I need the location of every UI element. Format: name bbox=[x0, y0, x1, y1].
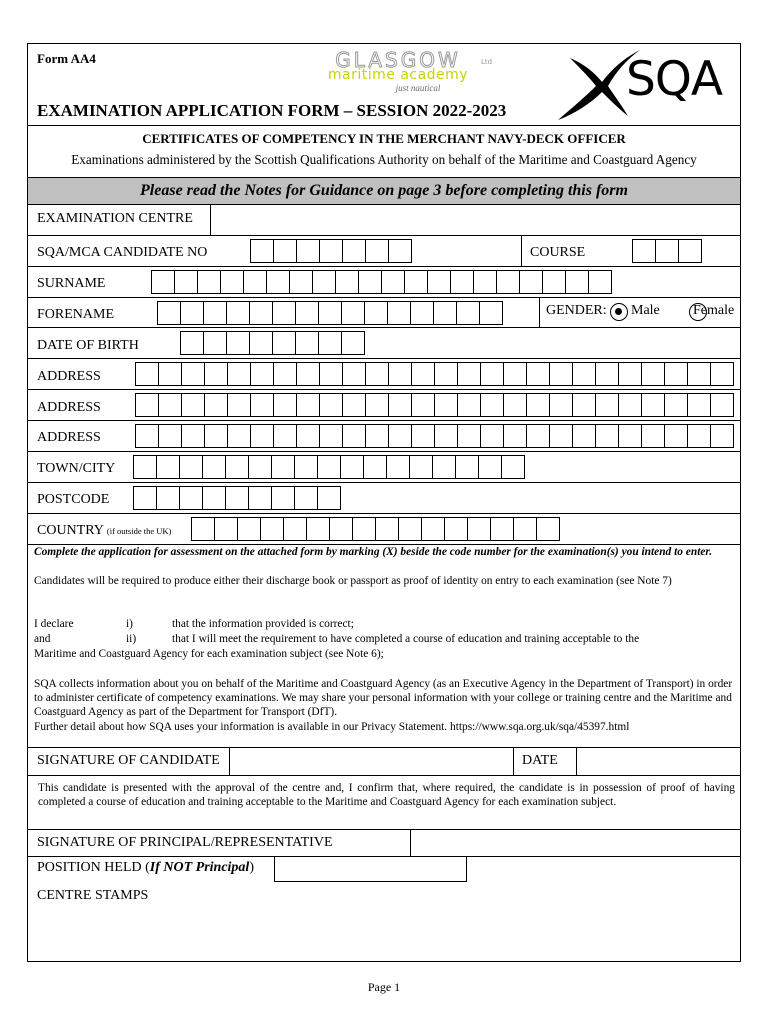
approval-text: This candidate is presented with the approval of the centre and, I confirm that, where required, the candidate is in possession of proof of having completed a course of education and training acceptable to the Maritime and Coastguard Agency for each examination subject. bbox=[38, 782, 735, 808]
position-label bbox=[37, 860, 254, 876]
gender-female-label: Female bbox=[693, 303, 735, 318]
divider bbox=[27, 297, 741, 298]
country-label-text: COUNTRY bbox=[37, 523, 104, 538]
divider bbox=[27, 125, 741, 126]
exam-centre-field[interactable] bbox=[211, 205, 740, 234]
logo-glasgow-text: GLASGOW bbox=[335, 48, 461, 72]
declare-i: i) bbox=[126, 618, 133, 630]
divider bbox=[27, 451, 741, 452]
logo-ltd-text: Ltd bbox=[481, 58, 493, 66]
gender-male-label: Male bbox=[631, 303, 660, 318]
town-boxes[interactable] bbox=[133, 455, 525, 479]
address2-label: ADDRESS bbox=[37, 400, 101, 415]
position-field[interactable] bbox=[274, 856, 467, 882]
instructions-bold: Complete the application for assessment on the attached form by marking (X) beside the code number for the examination(s) you intend to enter. bbox=[34, 546, 713, 558]
form-id: Form AA4 bbox=[37, 51, 96, 66]
form-title: EXAMINATION APPLICATION FORM – SESSION 2022-2023 bbox=[37, 101, 507, 120]
guidance-banner: Please read the Notes for Guidance on page 3 before completing this form bbox=[28, 178, 740, 204]
candidate-no-boxes[interactable] bbox=[250, 239, 412, 263]
centre-stamps-label: CENTRE STAMPS bbox=[37, 888, 149, 903]
forename-boxes[interactable] bbox=[157, 301, 503, 325]
declare-ii-text: that I will meet the requirement to have completed a course of education and training acceptable to the bbox=[172, 633, 640, 645]
exam-centre-label: EXAMINATION CENTRE bbox=[37, 211, 193, 226]
divider bbox=[27, 358, 741, 359]
divider bbox=[27, 775, 741, 776]
forename-label: FORENAME bbox=[37, 307, 115, 322]
divider bbox=[539, 297, 540, 327]
divider bbox=[27, 235, 741, 236]
date-field[interactable] bbox=[577, 748, 740, 774]
address3-label: ADDRESS bbox=[37, 430, 101, 445]
position-italic: If NOT Principal bbox=[149, 860, 250, 875]
logo-academy-text: maritime academy bbox=[327, 67, 469, 83]
country-boxes[interactable] bbox=[191, 517, 560, 541]
declare-ii: ii) bbox=[126, 633, 137, 645]
page-number: Page 1 bbox=[367, 980, 401, 994]
surname-label: SURNAME bbox=[37, 276, 106, 291]
country-label bbox=[37, 523, 171, 539]
address1-label: ADDRESS bbox=[37, 369, 101, 384]
position-prefix: POSITION HELD ( bbox=[37, 860, 150, 875]
position-suffix: ) bbox=[249, 860, 254, 875]
divider bbox=[27, 482, 741, 483]
divider bbox=[27, 327, 741, 328]
address1-boxes[interactable] bbox=[135, 362, 734, 386]
sqa-logo bbox=[556, 46, 731, 122]
declare-ii-cont: Maritime and Coastguard Agency for each examination subject (see Note 6); bbox=[34, 648, 384, 660]
centre-stamps-area[interactable] bbox=[28, 906, 740, 960]
instructions-proof: Candidates will be required to produce either their discharge book or passport as proof of identity on entry to each examination (see Note 7) bbox=[34, 575, 672, 587]
principal-signature-label: SIGNATURE OF PRINCIPAL/REPRESENTATIVE bbox=[37, 835, 333, 850]
candidate-signature-label: SIGNATURE OF CANDIDATE bbox=[37, 753, 220, 768]
principal-signature-field[interactable] bbox=[411, 830, 740, 855]
dob-label: DATE OF BIRTH bbox=[37, 338, 139, 353]
course-boxes[interactable] bbox=[632, 239, 702, 263]
glasgow-maritime-logo bbox=[308, 48, 493, 98]
sqa-logo-text: SQA bbox=[626, 52, 722, 107]
candidate-no-label: SQA/MCA CANDIDATE NO bbox=[37, 245, 208, 260]
divider bbox=[27, 389, 741, 390]
date-label: DATE bbox=[522, 753, 558, 768]
town-label: TOWN/CITY bbox=[37, 461, 116, 476]
privacy-statement: Further detail about how SQA uses your information is available in our Privacy Statement. https://www.sqa.org.uk/sqa/45397.html bbox=[34, 721, 630, 733]
postcode-boxes[interactable] bbox=[133, 486, 341, 510]
postcode-label: POSTCODE bbox=[37, 492, 110, 507]
candidate-signature-field[interactable] bbox=[230, 748, 513, 774]
gender-label: GENDER: bbox=[546, 303, 607, 318]
address2-boxes[interactable] bbox=[135, 393, 734, 417]
subheader-title: CERTIFICATES OF COMPETENCY IN THE MERCHANT NAVY-DECK OFFICER bbox=[142, 131, 626, 146]
and-label: and bbox=[34, 633, 51, 645]
surname-boxes[interactable] bbox=[151, 270, 612, 294]
logo-tagline-text: just nautical bbox=[395, 83, 441, 93]
address3-boxes[interactable] bbox=[135, 424, 734, 448]
divider bbox=[513, 747, 514, 775]
divider bbox=[521, 235, 522, 266]
divider bbox=[27, 266, 741, 267]
subheader-description: Examinations administered by the Scottish Qualifications Authority on behalf of the Maritime and Coastguard Agency bbox=[71, 152, 697, 167]
declare-i-text: that the information provided is correct; bbox=[172, 618, 354, 630]
dob-boxes[interactable] bbox=[180, 331, 365, 355]
divider bbox=[27, 420, 741, 421]
divider bbox=[27, 513, 741, 514]
declare-label: I declare bbox=[34, 618, 74, 630]
course-label: COURSE bbox=[530, 245, 586, 260]
country-note: (if outside the UK) bbox=[106, 526, 172, 536]
privacy-text: SQA collects information about you on behalf of the Maritime and Coastguard Agency (as an Executive Agency in the Department of Transport) in order to administer certificate of competency examinations. We may share your personal information with your college or training centre and the Maritime and Coastguard Agency as part of the Department for Transport (DfT). bbox=[34, 678, 733, 718]
